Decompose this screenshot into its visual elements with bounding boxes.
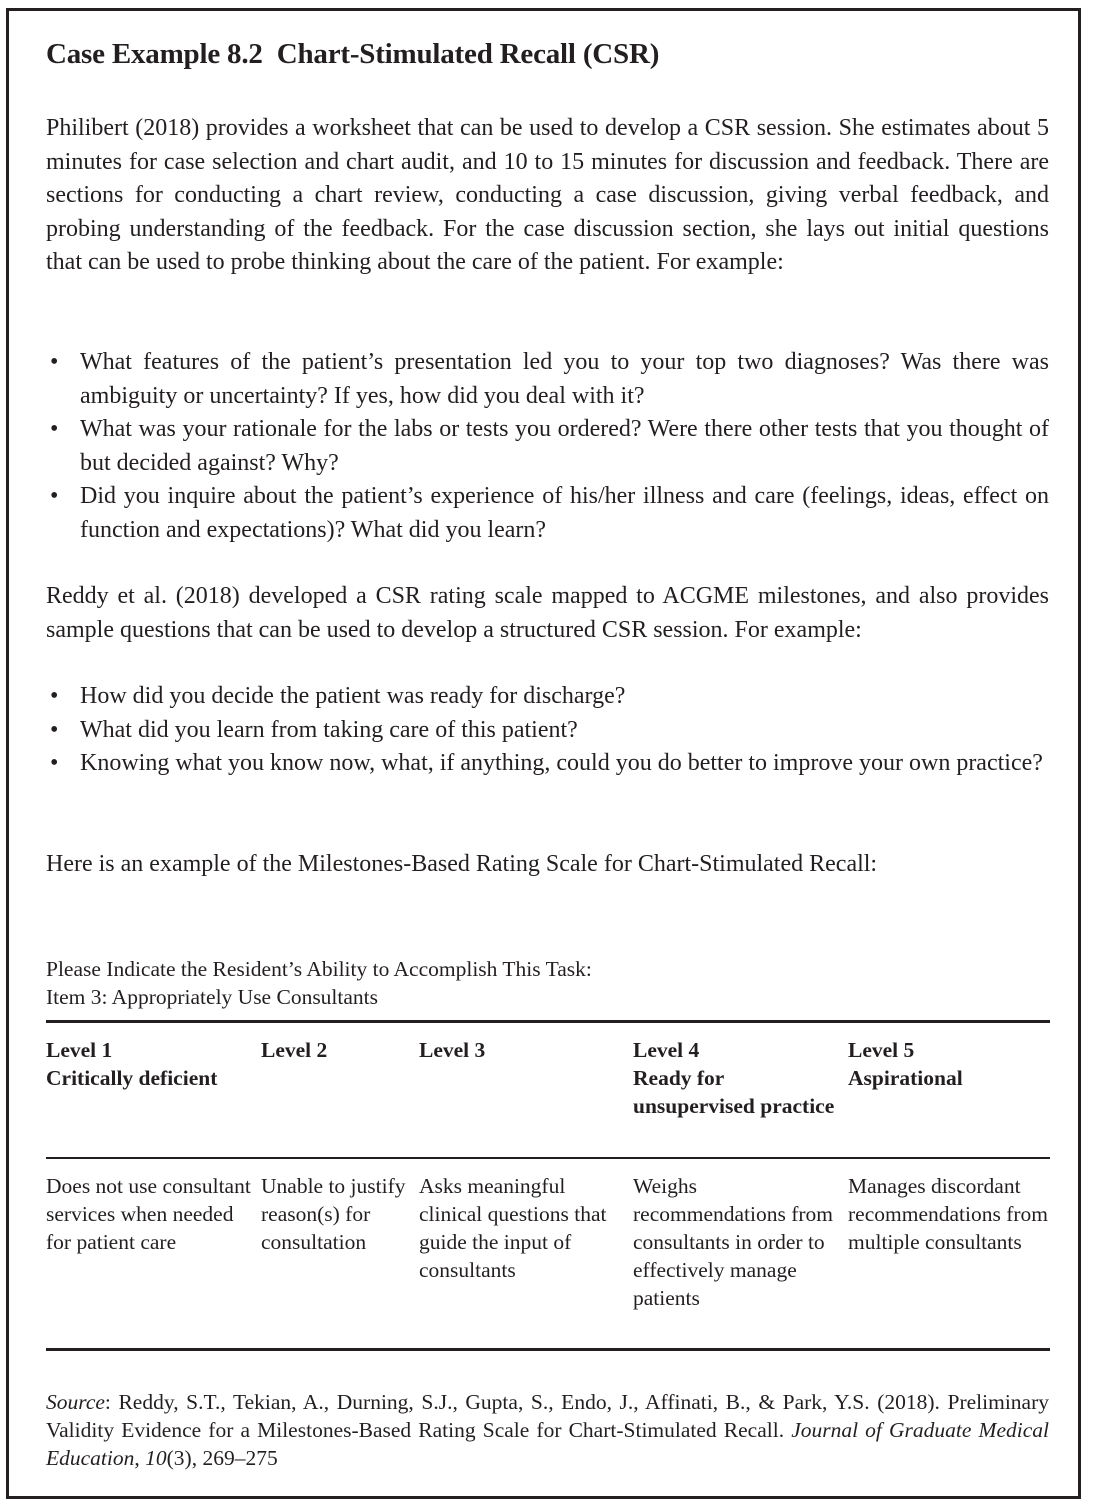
table-header-level-4	[633, 1036, 838, 1120]
header-level: Level 4	[633, 1038, 700, 1062]
table-top-rule	[46, 1020, 1050, 1023]
header-level: Level 1	[46, 1038, 113, 1062]
source-rest: (3), 269–275	[166, 1446, 278, 1470]
intro-paragraph: Philibert (2018) provides a worksheet that can be used to develop a CSR session. She estimates about 5 minutes for case selection and chart audit, and 10 to 15 minutes for discussion and feedback. There are sections for conducting a chart review, conducting a case discussion, giving verbal feedback, and probing understanding of the feedback. For the case discussion section, she lays out initial questions that can be used to probe thinking about the care of the patient. For example:	[46, 115, 1049, 275]
list-item: • How did you decide the patient was ready for discharge?	[46, 680, 1049, 714]
table-caption-line1: Please Indicate the Resident’s Ability to Accomplish This Task:	[46, 957, 592, 981]
table-header-level-1	[46, 1036, 251, 1092]
source-label: Source	[46, 1390, 105, 1414]
list-item: • Knowing what you know now, what, if anything, could you do better to improve your own practice?	[46, 747, 1049, 781]
table-cell-level-3: Asks meaningful clinical questions that guide the input of consultants	[419, 1174, 607, 1282]
list-item: • What features of the patient’s presentation led you to your top two diagnoses? Was there was ambiguity or uncertainty? If yes, how did you deal with it?	[46, 346, 1049, 413]
case-example-title	[46, 38, 659, 71]
header-desc: Aspirational	[848, 1066, 963, 1090]
case-example-heading: Chart-Stimulated Recall (CSR)	[276, 38, 660, 70]
table-cell-level-1: Does not use consultant services when needed for patient care	[46, 1174, 251, 1254]
header-level: Level 5	[848, 1038, 915, 1062]
source-authors: : Reddy, S.T., Tekian, A., Durning, S.J., Gupta, S., Endo, J., Affinati, B., & Park, Y.S. (2018). Preliminary Validity Evidence for a Milestones-Based Rating Scale for Chart-Stimulated Recall.	[46, 1390, 1049, 1442]
table-cell-level-5: Manages discordant recommendations from multiple consultants	[848, 1174, 1049, 1254]
list-item: • What was your rationale for the labs or tests you ordered? Were there other tests that you thought of but decided against? Why?	[46, 413, 1049, 480]
table-cell-level-2: Unable to justify reason(s) for consultation	[261, 1174, 406, 1254]
source-volume: 10	[145, 1446, 167, 1470]
header-level: Level 2	[261, 1038, 328, 1062]
header-desc: Ready for unsupervised practice	[633, 1066, 835, 1118]
source-sep: ,	[134, 1446, 146, 1470]
list-item: • Did you inquire about the patient’s experience of his/her illness and care (feelings, ideas, effect on function and expectations)? What did you learn?	[46, 480, 1049, 547]
table-bottom-rule	[46, 1348, 1050, 1351]
example-intro: Here is an example of the Milestones-Based Rating Scale for Chart-Stimulated Recall:	[46, 851, 878, 877]
list-item: • What did you learn from taking care of this patient?	[46, 714, 1049, 748]
reddy-paragraph: Reddy et al. (2018) developed a CSR rating scale mapped to ACGME milestones, and also provides sample questions that can be used to develop a structured CSR session. For example:	[46, 583, 1049, 643]
table-caption-line2: Item 3: Appropriately Use Consultants	[46, 985, 379, 1009]
table-header-level-2	[261, 1036, 411, 1064]
table-header-level-5	[848, 1036, 1053, 1092]
table-cell-level-4: Weighs recommendations from consultants in order to effectively manage patients	[633, 1174, 834, 1310]
header-level: Level 3	[419, 1038, 486, 1062]
reddy-question-list	[46, 680, 1049, 781]
table-caption	[46, 955, 592, 1011]
table-header-level-3	[419, 1036, 624, 1064]
case-example-number: Case Example 8.2	[46, 38, 263, 70]
source-citation	[46, 1388, 1049, 1472]
philibert-question-list	[46, 346, 1049, 547]
table-header-rule	[46, 1157, 1050, 1159]
header-desc: Critically deficient	[46, 1066, 218, 1090]
source-journal: Journal of Graduate Medical Education	[46, 1418, 1049, 1470]
